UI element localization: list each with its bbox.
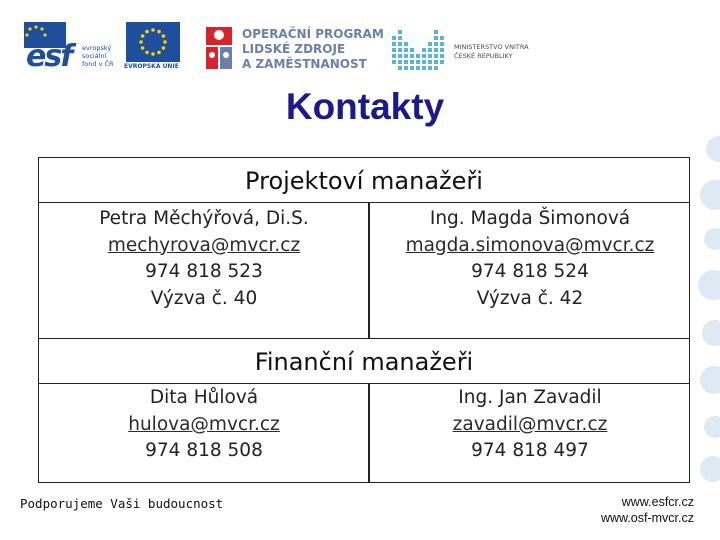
esf-caption: evropský sociální fond v ČR xyxy=(82,44,114,68)
contact-card xyxy=(39,206,369,338)
decorative-dot xyxy=(698,270,720,300)
section-heading-project-managers: Projektoví manažeři xyxy=(39,158,689,203)
contact-call: Výzva č. 42 xyxy=(476,287,584,309)
contact-email-link[interactable]: magda.simonova@mvcr.cz xyxy=(405,234,655,256)
contact-phone: 974 818 508 xyxy=(145,440,263,461)
esf-wordmark: esf xyxy=(26,39,72,74)
contact-name: Ing. Jan Zavadil xyxy=(458,387,602,408)
contact-email-link[interactable]: hulova@mvcr.cz xyxy=(128,413,280,435)
decorative-dot xyxy=(700,456,720,482)
contact-card xyxy=(369,206,691,338)
decorative-dot xyxy=(700,180,720,210)
eu-flag-icon xyxy=(126,22,180,62)
section-heading-financial-managers: Finanční manažeři xyxy=(39,338,689,384)
contact-name: Petra Měchýřová, Di.S. xyxy=(99,208,309,229)
page-title: Kontakty xyxy=(285,86,445,127)
footer-link-osf-mvcr[interactable]: www.osf-mvcr.cz xyxy=(600,511,694,525)
esf-logo xyxy=(24,22,120,72)
decorative-dot xyxy=(706,136,720,162)
contact-name: Ing. Magda Šimonová xyxy=(429,208,631,229)
contact-email-link[interactable]: mechyrova@mvcr.cz xyxy=(107,234,301,256)
footer-slogan: Podporujeme Vaši budoucnost xyxy=(20,496,224,511)
contact-email-link[interactable]: zavadil@mvcr.cz xyxy=(452,413,608,435)
ministry-wordmark: MINISTERSTVO VNITRA ČESKÉ REPUBLIKY xyxy=(454,43,529,60)
decorative-dot xyxy=(700,366,720,394)
footer-links xyxy=(601,494,694,526)
contact-card xyxy=(369,385,691,481)
decorative-dot xyxy=(704,228,720,250)
contact-phone: 974 818 497 xyxy=(471,440,589,461)
contact-phone: 974 818 523 xyxy=(145,261,263,282)
contacts-table xyxy=(38,157,690,483)
contact-name: Dita Hůlová xyxy=(149,387,259,408)
decorative-dot xyxy=(702,320,720,346)
contact-card xyxy=(39,385,369,481)
eu-caption: EVROPSKÁ UNIE xyxy=(124,63,179,70)
op-lzz-icon xyxy=(204,25,234,71)
decorative-dot xyxy=(704,416,720,438)
footer-link-esfcr[interactable]: www.esfcr.cz xyxy=(621,495,694,509)
ministry-logo-icon xyxy=(392,28,448,72)
contact-phone: 974 818 524 xyxy=(471,261,589,282)
contact-call: Výzva č. 40 xyxy=(150,287,258,309)
op-lzz-wordmark: OPERAČNÍ PROGRAM LIDSKÉ ZDROJE A ZAMĚSTNANOST xyxy=(242,27,384,71)
